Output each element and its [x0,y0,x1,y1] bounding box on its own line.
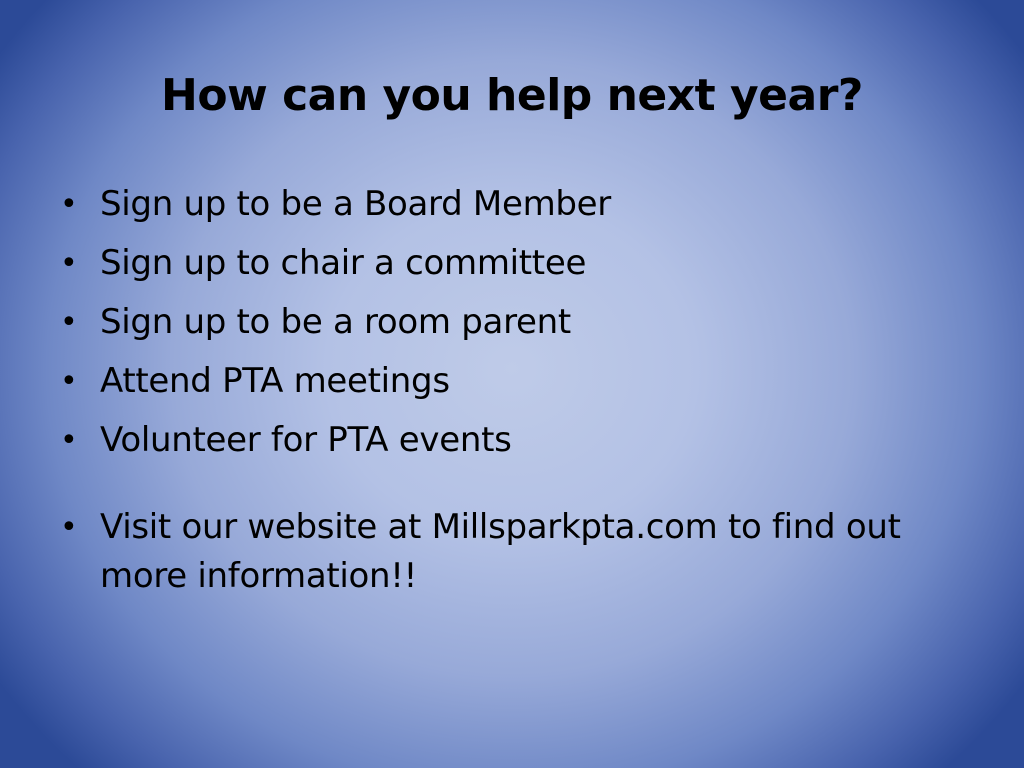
bullet-icon: • [60,305,78,340]
list-item-text: Sign up to chair a committee [100,243,587,283]
list-item-text: Attend PTA meetings [100,361,450,401]
bullet-icon: • [60,510,78,545]
list-item [58,357,958,406]
list-item [58,239,958,288]
bullet-list [58,180,958,611]
slide-title: How can you help next year? [161,70,863,121]
list-item [58,180,958,229]
bullet-icon: • [60,423,78,458]
list-item-text: Sign up to be a Board Member [100,184,611,224]
list-item [58,298,958,347]
list-item-text: Volunteer for PTA events [100,420,512,460]
list-item-text: Sign up to be a room parent [100,302,571,342]
bullet-icon: • [60,187,78,222]
bullet-icon: • [60,364,78,399]
bullet-icon: • [60,246,78,281]
list-item [58,416,958,465]
list-item-text: Visit our website at Millsparkpta.com to find out more information!! [100,507,901,596]
list-item [58,503,958,601]
